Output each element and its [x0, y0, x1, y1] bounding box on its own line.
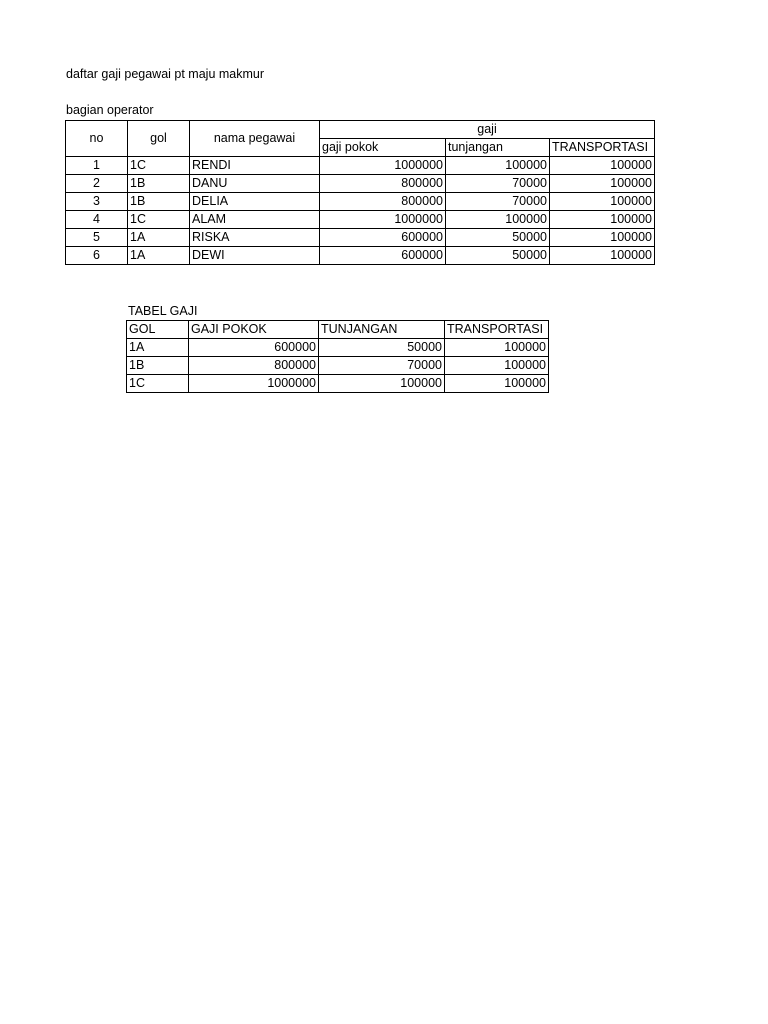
- cell-transportasi: 100000: [550, 247, 655, 265]
- cell-gaji-pokok: 1000000: [320, 211, 446, 229]
- cell-transportasi: 100000: [550, 193, 655, 211]
- ref-header-tunjangan: TUNJANGAN: [319, 321, 445, 339]
- cell-gaji-pokok: 800000: [320, 175, 446, 193]
- table-row: [127, 375, 549, 393]
- cell-tunjangan: 100000: [446, 211, 550, 229]
- cell-tunjangan: 50000: [446, 247, 550, 265]
- cell-nama: RISKA: [190, 229, 320, 247]
- ref-cell-gaji-pokok: 1000000: [189, 375, 319, 393]
- header-gaji-pokok: gaji pokok: [320, 139, 446, 157]
- table-row: [127, 357, 549, 375]
- ref-header-gol: GOL: [127, 321, 189, 339]
- header-transportasi: TRANSPORTASI: [550, 139, 655, 157]
- ref-table-label: TABEL GAJI: [128, 304, 198, 318]
- section-label: bagian operator: [66, 103, 154, 117]
- cell-no: 2: [66, 175, 128, 193]
- header-gaji-group: gaji: [320, 121, 655, 139]
- table-row: [66, 175, 655, 193]
- cell-gol: 1C: [128, 211, 190, 229]
- header-no: no: [66, 121, 128, 157]
- cell-gaji-pokok: 1000000: [320, 157, 446, 175]
- cell-transportasi: 100000: [550, 229, 655, 247]
- cell-gol: 1A: [128, 229, 190, 247]
- header-nama-pegawai: nama pegawai: [190, 121, 320, 157]
- ref-cell-transportasi: 100000: [445, 357, 549, 375]
- salary-reference-table: [126, 320, 549, 393]
- table-row: [66, 229, 655, 247]
- cell-tunjangan: 70000: [446, 175, 550, 193]
- cell-nama: DEWI: [190, 247, 320, 265]
- cell-no: 6: [66, 247, 128, 265]
- cell-gaji-pokok: 600000: [320, 247, 446, 265]
- cell-tunjangan: 70000: [446, 193, 550, 211]
- cell-gaji-pokok: 800000: [320, 193, 446, 211]
- ref-cell-transportasi: 100000: [445, 339, 549, 357]
- header-gol: gol: [128, 121, 190, 157]
- cell-no: 1: [66, 157, 128, 175]
- cell-transportasi: 100000: [550, 211, 655, 229]
- cell-nama: DELIA: [190, 193, 320, 211]
- ref-cell-gol: 1C: [127, 375, 189, 393]
- cell-nama: ALAM: [190, 211, 320, 229]
- cell-transportasi: 100000: [550, 175, 655, 193]
- ref-cell-gol: 1A: [127, 339, 189, 357]
- cell-tunjangan: 50000: [446, 229, 550, 247]
- ref-cell-gol: 1B: [127, 357, 189, 375]
- cell-gol: 1C: [128, 157, 190, 175]
- ref-cell-gaji-pokok: 800000: [189, 357, 319, 375]
- cell-no: 3: [66, 193, 128, 211]
- ref-header-transportasi: TRANSPORTASI: [445, 321, 549, 339]
- table-row: [66, 157, 655, 175]
- ref-cell-tunjangan: 70000: [319, 357, 445, 375]
- ref-cell-gaji-pokok: 600000: [189, 339, 319, 357]
- cell-transportasi: 100000: [550, 157, 655, 175]
- cell-nama: DANU: [190, 175, 320, 193]
- ref-cell-tunjangan: 100000: [319, 375, 445, 393]
- table-row: [66, 193, 655, 211]
- salary-table: [65, 120, 655, 265]
- table-row: [66, 247, 655, 265]
- ref-cell-tunjangan: 50000: [319, 339, 445, 357]
- cell-gol: 1A: [128, 247, 190, 265]
- cell-no: 4: [66, 211, 128, 229]
- table-row: [127, 339, 549, 357]
- cell-no: 5: [66, 229, 128, 247]
- cell-tunjangan: 100000: [446, 157, 550, 175]
- document-title: daftar gaji pegawai pt maju makmur: [66, 67, 265, 81]
- cell-gaji-pokok: 600000: [320, 229, 446, 247]
- cell-nama: RENDI: [190, 157, 320, 175]
- ref-cell-transportasi: 100000: [445, 375, 549, 393]
- cell-gol: 1B: [128, 193, 190, 211]
- cell-gol: 1B: [128, 175, 190, 193]
- ref-header-gaji-pokok: GAJI POKOK: [189, 321, 319, 339]
- header-tunjangan: tunjangan: [446, 139, 550, 157]
- table-row: [66, 211, 655, 229]
